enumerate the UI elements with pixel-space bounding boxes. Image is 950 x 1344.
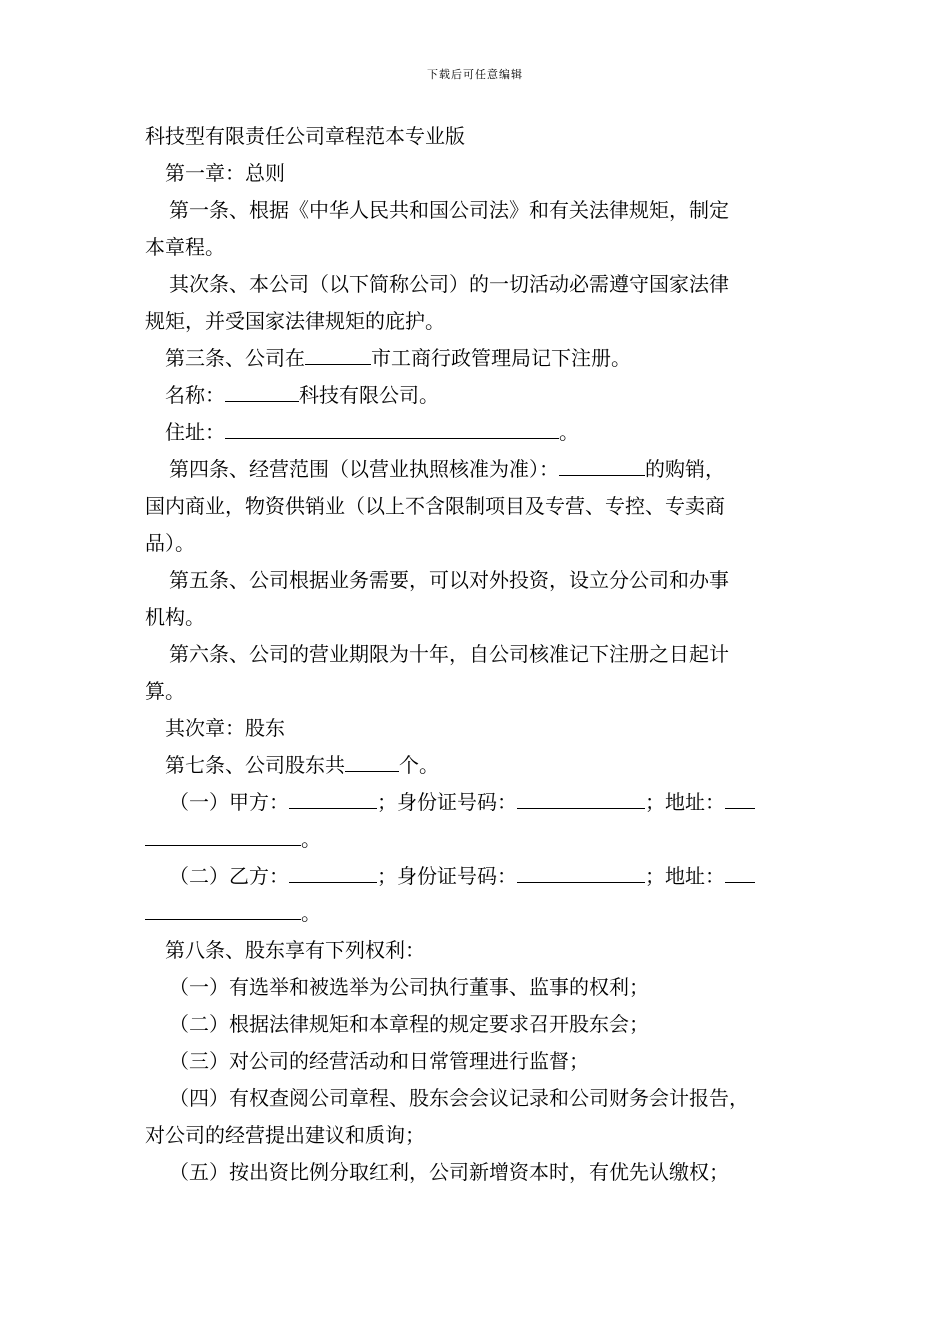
article-7-prefix: 第七条、公司股东共 bbox=[165, 753, 345, 777]
party-b-end: 。 bbox=[301, 901, 321, 925]
right-item-1: （一）有选举和被选举为公司执行董事、监事的权利； bbox=[169, 975, 649, 999]
article-3-prefix: 第三条、公司在 bbox=[165, 346, 305, 370]
article-4-suffix: 的购销， bbox=[645, 457, 725, 481]
right-item-5: （五）按出资比例分取红利，公司新增资本时，有优先认缴权； bbox=[169, 1160, 729, 1184]
document-title: 科技型有限责任公司章程范本专业版 bbox=[145, 124, 465, 148]
blank-line bbox=[517, 862, 645, 883]
blank-line bbox=[225, 418, 559, 439]
blank-line bbox=[725, 862, 755, 883]
blank-line bbox=[289, 788, 377, 809]
right-item-4-line-2: 对公司的经营提出建议和质询； bbox=[145, 1123, 425, 1147]
article-3-suffix: 市工商行政管理局记下注册。 bbox=[371, 346, 631, 370]
blank-line bbox=[289, 862, 377, 883]
right-item-4-line-1: （四）有权查阅公司章程、股东会会议记录和公司财务会计报告， bbox=[169, 1086, 749, 1110]
article-5-line-1: 第五条、公司根据业务需要，可以对外投资，设立分公司和办事 bbox=[169, 568, 729, 592]
article-4-line-2: 国内商业，物资供销业（以上不含限制项目及专营、专控、专卖商 bbox=[145, 494, 725, 518]
blank-line bbox=[145, 825, 301, 846]
party-a-line-2 bbox=[145, 821, 810, 858]
party-a-end: 。 bbox=[301, 827, 321, 851]
article-8: 第八条、股东享有下列权利： bbox=[165, 938, 425, 962]
blank-line bbox=[725, 788, 755, 809]
article-1-line-1: 第一条、根据《中华人民共和国公司法》和有关法律规矩，制定 bbox=[169, 198, 729, 222]
blank-line bbox=[225, 381, 299, 402]
article-6-line-1: 第六条、公司的营业期限为十年，自公司核准记下注册之日起计 bbox=[169, 642, 729, 666]
blank-line bbox=[145, 899, 301, 920]
article-4-line-1 bbox=[145, 451, 810, 488]
article-4-prefix: 第四条、经营范围（以营业执照核准为准）： bbox=[169, 457, 559, 481]
article-2-line-1: 其次条、本公司（以下简称公司）的一切活动必需遵守国家法律 bbox=[169, 272, 729, 296]
blank-line bbox=[559, 455, 645, 476]
header-note: 下载后可任意编辑 bbox=[427, 68, 523, 81]
blank-line bbox=[345, 751, 399, 772]
address-suffix: 。 bbox=[559, 420, 579, 444]
document-body bbox=[145, 118, 810, 1191]
address-label: 住址： bbox=[165, 420, 225, 444]
article-5-line-2: 机构。 bbox=[145, 605, 205, 629]
address-label: ；地址： bbox=[645, 864, 725, 888]
right-item-3: （三）对公司的经营活动和日常管理进行监督； bbox=[169, 1049, 589, 1073]
blank-line bbox=[305, 344, 371, 365]
id-number-label: ；身份证号码： bbox=[377, 864, 517, 888]
party-b-label: （二）乙方： bbox=[169, 864, 289, 888]
chapter-heading: 其次章：股东 bbox=[165, 716, 285, 740]
address-line bbox=[145, 414, 810, 451]
article-4-line-3: 品）。 bbox=[145, 531, 195, 555]
article-7-suffix: 个。 bbox=[399, 753, 439, 777]
article-2-line-2: 规矩，并受国家法律规矩的庇护。 bbox=[145, 309, 445, 333]
blank-line bbox=[517, 788, 645, 809]
right-item-2: （二）根据法律规矩和本章程的规定要求召开股东会； bbox=[169, 1012, 649, 1036]
company-name-suffix: 科技有限公司。 bbox=[299, 383, 439, 407]
party-a-label: （一）甲方： bbox=[169, 790, 289, 814]
article-3 bbox=[145, 340, 810, 377]
article-1-line-2: 本章程。 bbox=[145, 235, 225, 259]
party-a-line-1 bbox=[145, 784, 810, 821]
party-b-line-2 bbox=[145, 895, 810, 932]
party-b-line-1 bbox=[145, 858, 810, 895]
id-number-label: ；身份证号码： bbox=[377, 790, 517, 814]
chapter-heading: 第一章：总则 bbox=[165, 161, 285, 185]
company-name-line bbox=[145, 377, 810, 414]
company-name-label: 名称： bbox=[165, 383, 225, 407]
article-6-line-2: 算。 bbox=[145, 679, 185, 703]
address-label: ；地址： bbox=[645, 790, 725, 814]
article-7 bbox=[145, 747, 810, 784]
